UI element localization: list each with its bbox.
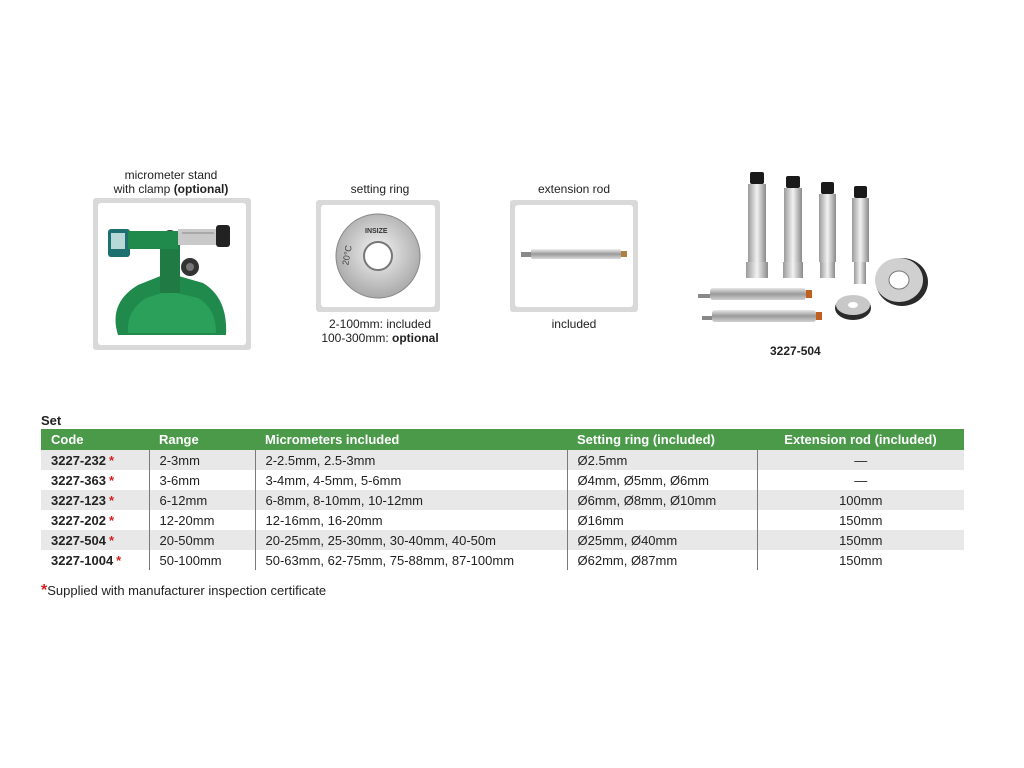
cell-range-text: 3-6mm	[159, 472, 200, 488]
cell-code	[41, 450, 149, 470]
cell-micrometers	[255, 490, 567, 510]
cell-range	[149, 510, 255, 530]
ring-caption	[318, 182, 442, 196]
cell-code-text: 3227-1004	[51, 552, 114, 568]
ring-photo	[316, 200, 440, 312]
set-model-label: 3227-504	[770, 344, 821, 358]
cell-micrometers	[255, 550, 567, 570]
certificate-star: *	[108, 452, 115, 468]
micrometer-set-image	[690, 170, 940, 330]
cell-setting-ring	[567, 550, 757, 570]
rod-caption	[512, 182, 636, 196]
rod-note: included	[551, 317, 597, 331]
certificate-star: *	[108, 472, 115, 488]
cell-setting-ring-text: Ø2.5mm	[577, 452, 628, 468]
cell-setting-ring-text: Ø4mm, Ø5mm, Ø6mm	[577, 472, 709, 488]
cell-setting-ring	[567, 510, 757, 530]
cell-micrometers-text: 6-8mm, 8-10mm, 10-12mm	[265, 492, 423, 508]
cell-extension-rod	[757, 490, 964, 510]
header-code: Code	[41, 429, 149, 450]
header-extension-rod: Extension rod (included)	[757, 429, 964, 450]
cell-setting-ring	[567, 470, 757, 490]
cell-setting-ring-text: Ø62mm, Ø87mm	[577, 552, 678, 568]
cell-range-text: 20-50mm	[159, 532, 215, 548]
cell-code-text: 3227-363	[51, 472, 106, 488]
cell-micrometers-text: 3-4mm, 4-5mm, 5-6mm	[265, 472, 402, 488]
extension-rod-image	[515, 205, 633, 307]
cell-range-text: 50-100mm	[159, 552, 222, 568]
cell-range-text: 2-3mm	[159, 452, 200, 468]
footnote	[41, 582, 326, 600]
table-row	[41, 510, 964, 530]
ring-caption-title: setting ring	[350, 182, 410, 196]
cell-code	[41, 470, 149, 490]
table-title: Set	[41, 413, 62, 428]
certificate-star: *	[108, 532, 115, 548]
cell-extension-rod-text: 100mm	[839, 492, 883, 508]
cell-micrometers-text: 20-25mm, 25-30mm, 30-40mm, 40-50m	[265, 532, 496, 548]
cell-code-text: 3227-123	[51, 492, 106, 508]
table-row	[41, 490, 964, 510]
cell-range	[149, 490, 255, 510]
cell-micrometers	[255, 530, 567, 550]
cell-extension-rod-text: —	[854, 472, 868, 488]
setting-ring-image	[321, 205, 435, 307]
cell-extension-rod	[757, 510, 964, 530]
header-range: Range	[149, 429, 255, 450]
cell-extension-rod	[757, 450, 964, 470]
cell-micrometers-text: 12-16mm, 16-20mm	[265, 512, 383, 528]
cell-extension-rod	[757, 550, 964, 570]
certificate-star: *	[108, 492, 115, 508]
ring-note	[306, 317, 454, 345]
cell-micrometers	[255, 510, 567, 530]
cell-extension-rod	[757, 470, 964, 490]
stand-caption	[96, 168, 246, 196]
set-table	[41, 429, 964, 570]
ring-marking-text: 20°C	[340, 244, 354, 266]
rod-photo	[510, 200, 638, 312]
cell-setting-ring	[567, 490, 757, 510]
cell-micrometers	[255, 470, 567, 490]
cell-micrometers-text: 2-2.5mm, 2.5-3mm	[265, 452, 376, 468]
stand-caption-line1: micrometer stand	[124, 168, 218, 182]
table-row	[41, 470, 964, 490]
certificate-star: *	[116, 552, 122, 568]
cell-extension-rod-text: —	[854, 452, 868, 468]
cell-setting-ring-text: Ø25mm, Ø40mm	[577, 532, 678, 548]
cell-setting-ring-text: Ø16mm	[577, 512, 624, 528]
certificate-star: *	[108, 512, 115, 528]
cell-code	[41, 550, 149, 570]
header-micrometers: Micrometers included	[255, 429, 567, 450]
header-setting-ring: Setting ring (included)	[567, 429, 757, 450]
cell-range	[149, 530, 255, 550]
cell-code	[41, 510, 149, 530]
cell-setting-ring	[567, 450, 757, 470]
cell-setting-ring-text: Ø6mm, Ø8mm, Ø10mm	[577, 492, 717, 508]
footnote-star: *	[41, 582, 48, 599]
table-header-row	[41, 429, 964, 450]
ring-note-line1: 2-100mm: included	[328, 317, 432, 331]
cell-code-text: 3227-232	[51, 452, 106, 468]
table-body	[41, 450, 964, 570]
cell-micrometers-text: 50-63mm, 62-75mm, 75-88mm, 87-100mm	[265, 552, 515, 568]
cell-range	[149, 450, 255, 470]
ring-brand-text: INSIZE	[365, 228, 388, 235]
table-row	[41, 450, 964, 470]
cell-extension-rod-text: 150mm	[839, 532, 883, 548]
table-row	[41, 550, 964, 570]
cell-extension-rod-text: 150mm	[839, 552, 883, 568]
cell-code	[41, 530, 149, 550]
cell-setting-ring	[567, 530, 757, 550]
cell-code-text: 3227-504	[51, 532, 106, 548]
rod-caption-title: extension rod	[537, 182, 611, 196]
cell-range-text: 6-12mm	[159, 492, 208, 508]
cell-code	[41, 490, 149, 510]
stand-photo	[93, 198, 251, 350]
cell-code-text: 3227-202	[51, 512, 106, 528]
micrometer-stand-image	[98, 203, 246, 345]
table-row	[41, 530, 964, 550]
cell-range	[149, 470, 255, 490]
cell-range	[149, 550, 255, 570]
stand-caption-line2: with clamp (optional)	[113, 182, 229, 196]
cell-range-text: 12-20mm	[159, 512, 215, 528]
footnote-text: Supplied with manufacturer inspection certificate	[47, 583, 327, 598]
ring-note-line2: 100-300mm: optional	[321, 331, 439, 345]
cell-micrometers	[255, 450, 567, 470]
cell-extension-rod	[757, 530, 964, 550]
cell-extension-rod-text: 150mm	[839, 512, 883, 528]
